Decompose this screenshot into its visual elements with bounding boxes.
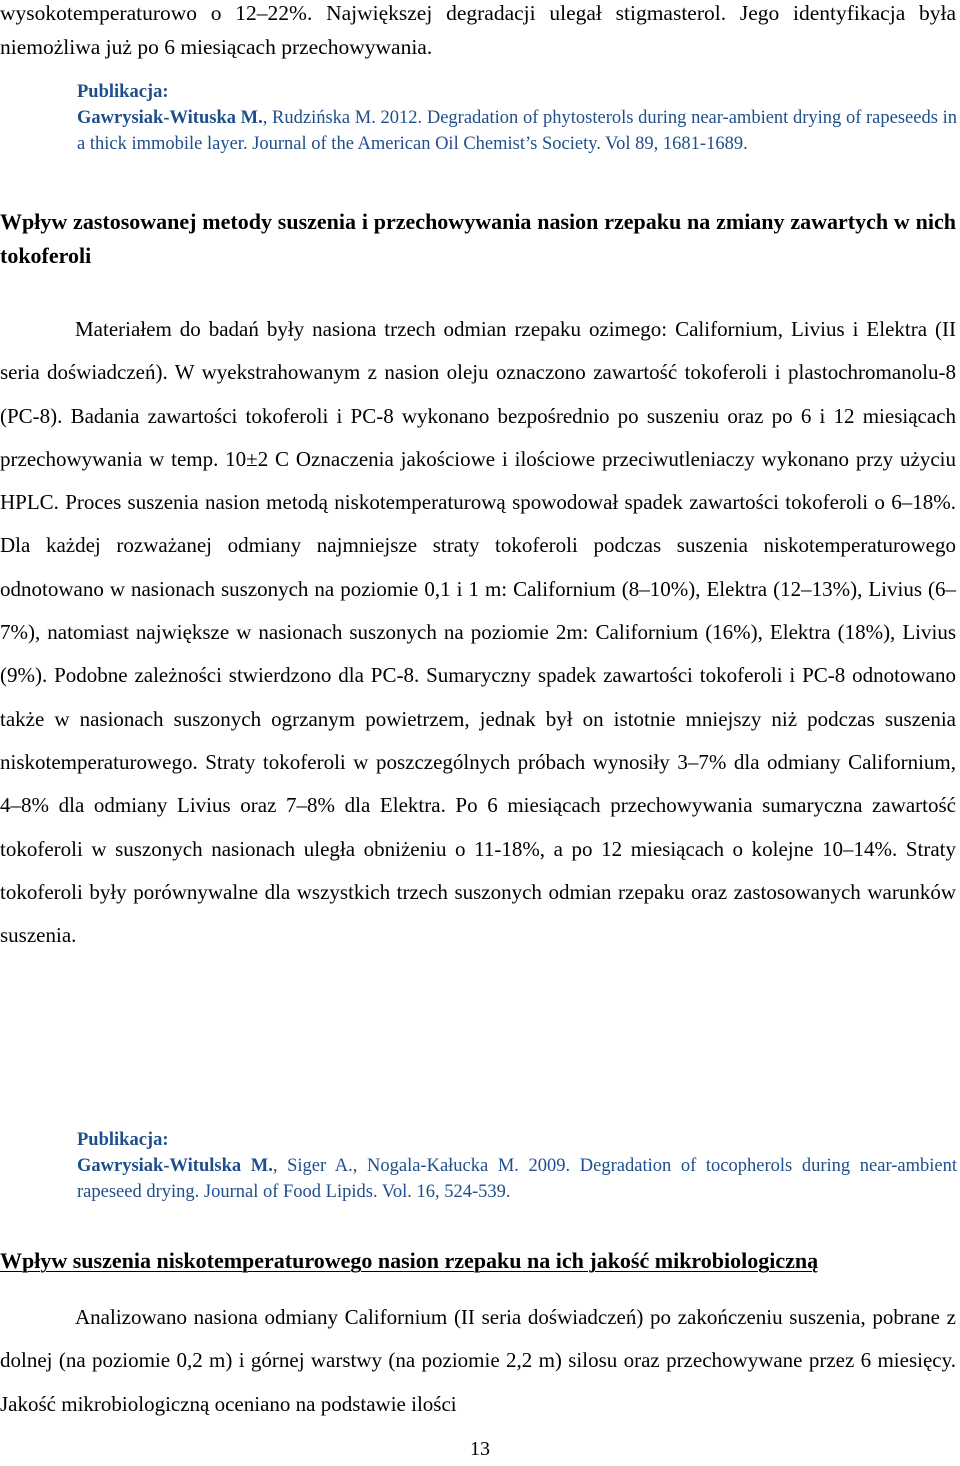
publication-citation xyxy=(77,108,957,154)
publication-label: Publikacja: xyxy=(77,1130,169,1150)
section-heading-tocopherols: Wpływ zastosowanej metody suszenia i przechowywania nasion rzepaku na zmiany zawartych w nich tokoferoli xyxy=(0,209,956,268)
publication-reference-2 xyxy=(77,1127,957,1205)
publication-details: , Siger A., Nogala-Kałucka M. 2009. Degradation of tocopherols during near-ambient rapeseed drying. Journal of Food Lipids. Vol. 16, 524-539. xyxy=(77,1156,957,1202)
publication-citation xyxy=(77,1156,957,1202)
publication-authors: Gawrysiak-Witulska M. xyxy=(77,1156,273,1176)
publication-label: Publikacja: xyxy=(77,82,169,102)
continuation-paragraph: wysokotemperaturowo o 12–22%. Największej degradacji ulegał stigmasterol. Jego identyfikacja była niemożliwa już po 6 miesiącach przechowywania. xyxy=(0,1,956,59)
section-paragraph-microbiology: Analizowano nasiona odmiany Californium (II seria doświadczeń) po zakończeniu suszenia, pobrane z dolnej (na poziomie 0,2 m) i górnej warstwy (na poziomie 2,2 m) silosu oraz przechowywane przez 6 miesięcy. Jakość mikrobiologiczną oceniano na podstawie ilości xyxy=(0,1305,956,1416)
page-number: 13 xyxy=(470,1438,490,1460)
section-heading-microbiology: Wpływ suszenia niskotemperaturowego nasion rzepaku na ich jakość mikrobiologiczną xyxy=(0,1248,819,1273)
publication-reference-1 xyxy=(77,79,957,157)
section-paragraph-tocopherols: Materiałem do badań były nasiona trzech odmian rzepaku ozimego: Californium, Livius i Elektra (II seria doświadczeń). W wyekstrahowanym z nasion oleju oznaczono zawartość tokoferoli i plastochromanolu-8 (PC-8). Badania zawartości tokoferoli i PC-8 wykonano bezpośrednio po suszeniu oraz po 6 i 12 miesiącach przechowywania w temp. 10±2 C Oznaczenia jakościowe i ilościowe przeciwutleniaczy wykonano przy użyciu HPLC. Proces suszenia nasion metodą niskotemperaturową spowodował spadek zawartości tokoferoli o 6–18%. Dla każdej rozważanej odmiany najmniejsze straty tokoferoli podczas suszenia niskotemperaturowego odnotowano w nasionach suszonych na poziomie 0,1 i 1 m: Californium (8–10%), Elektra (12–13%), Livius (6–7%), natomiast największe w nasionach suszonych na poziomie 2m: Californium (16%), Elektra (18%), Livius (9%). Podobne zależności stwierdzono dla PC-8. Sumaryczny spadek zawartości tokoferoli i PC-8 odnotowano także w nasionach suszonych ogrzanym powietrzem, jednak był on istotnie mniejszy niż podczas suszenia niskotemperaturowego. Straty tokoferoli w poszczególnych próbach wynosiły 3–7% dla odmiany Californium, 4–8% dla odmiany Livius oraz 7–8% dla Elektra. Po 6 miesiącach przechowywania sumaryczna zawartość tokoferoli w suszonych nasionach uległa obniżeniu o 11-18%, a po 12 miesiącach o kolejne 10–14%. Straty tokoferoli były porównywalne dla wszystkich trzech suszonych odmian rzepaku oraz zastosowanych warunków suszenia. xyxy=(0,317,956,948)
publication-details: , Rudzińska M. 2012. Degradation of phytosterols during near-ambient drying of rapeseeds in a thick immobile layer. Journal of the American Oil Chemist’s Society. Vol 89, 1681-1689. xyxy=(77,108,957,154)
publication-authors: Gawrysiak-Wituska M. xyxy=(77,108,263,128)
